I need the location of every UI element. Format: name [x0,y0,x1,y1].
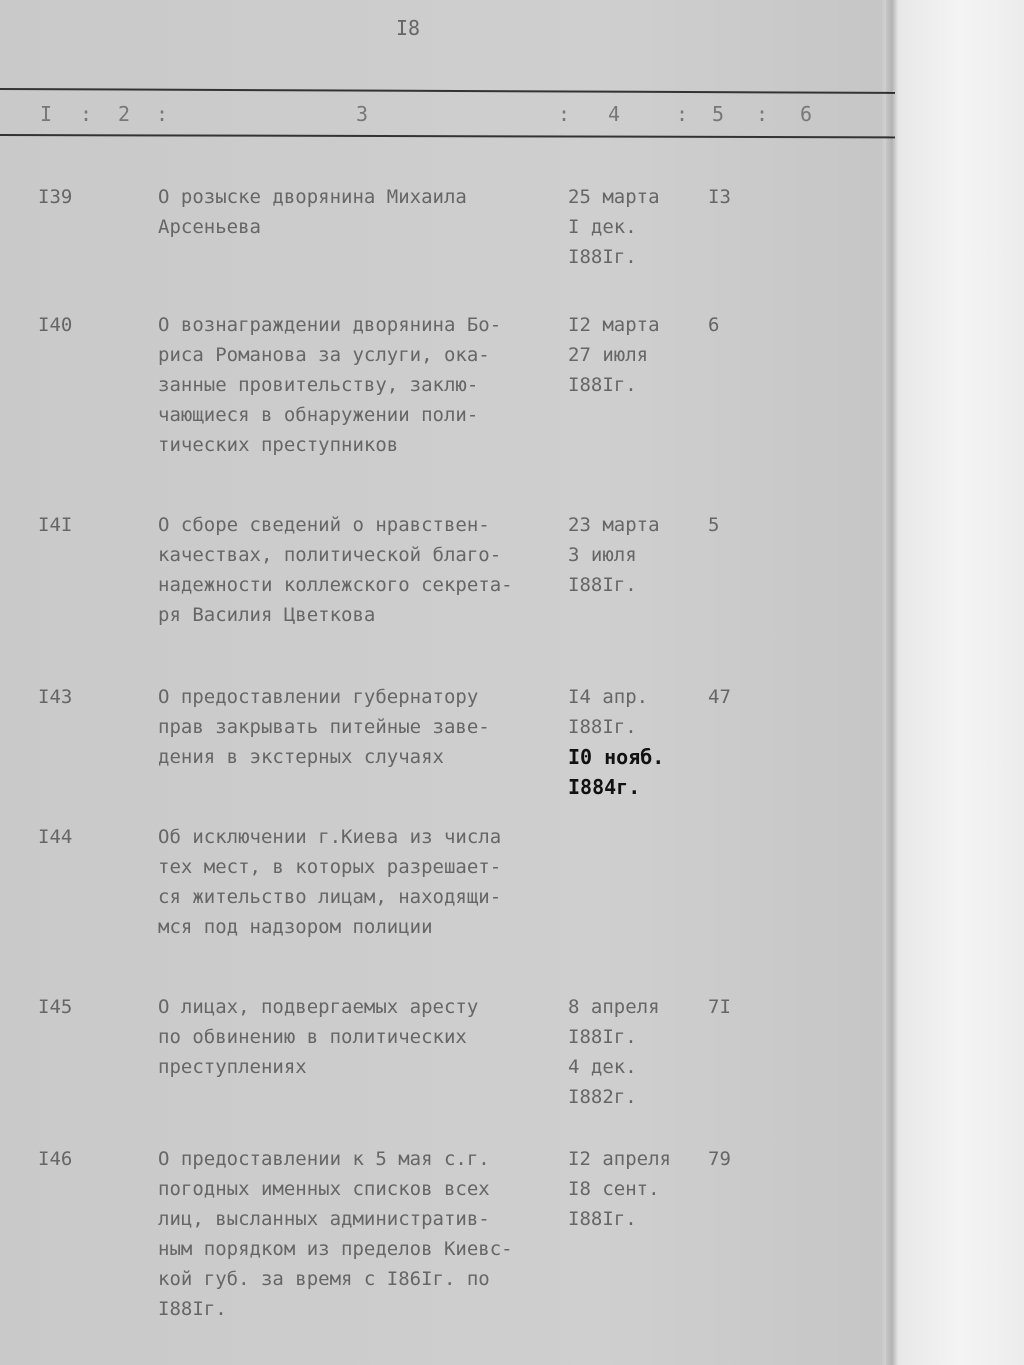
case-date-line: I88Iг. [568,1208,637,1230]
table-top-rule [0,88,895,94]
case-title-line: чающиеся в обнаружении поли- [158,404,479,426]
case-title-line: Об исключении г.Киева из числа [158,826,502,848]
case-title [158,510,558,630]
page-number: I8 [396,16,421,40]
case-title-line: О сборе сведений о нравствен- [158,514,490,536]
case-date-line: 27 июля [568,344,649,366]
case-title-line: ря Василия Цветкова [158,604,376,626]
case-number: I43 [38,686,73,708]
case-title-line: ным порядком из пределов Киевс- [158,1238,513,1260]
case-title [158,992,558,1082]
case-dates [568,310,708,400]
case-date-line: I2 марта [568,314,660,336]
case-title [158,182,558,242]
case-date-line: 3 июля [568,544,637,566]
case-title [158,310,558,460]
case-number: I44 [38,826,73,848]
case-date-line: I88Iг. [568,716,637,738]
case-number: I4I [38,514,73,536]
case-date-line: I88Iг. [568,374,637,396]
case-dates [568,682,708,802]
column-separator: : [80,102,93,126]
case-date-line: 25 марта [568,186,660,208]
case-title-line: лиц, высланных административ- [158,1208,490,1230]
case-dates [568,182,708,272]
case-title [158,1144,558,1324]
case-title-line: мся под надзором полиции [158,916,433,938]
case-title-line: прав закрывать питейные заве- [158,716,490,738]
case-title-line: дения в экстерных случаях [158,746,444,768]
case-date-line-emphasized: I0 нояб. [568,745,665,769]
case-date-line: I88Iг. [568,1026,637,1048]
case-title [158,682,558,772]
case-title-line: Арсеньева [158,216,261,238]
sheet-count: 6 [708,314,720,336]
case-number: I39 [38,186,73,208]
column-separator: : [156,102,169,126]
sheet-count: 7I [708,996,731,1018]
case-dates [568,1144,708,1234]
case-date-line: I88Iг. [568,246,637,268]
case-number: I46 [38,1148,73,1170]
case-title-line: занные провительству, заклю- [158,374,479,396]
sheet-count: 5 [708,514,720,536]
case-date-line: I2 апреля [568,1148,671,1170]
column-header-4: 4 [608,102,621,126]
case-title-line: риса Романова за услуги, ока- [158,344,490,366]
column-header-row [0,102,900,132]
column-header-6: 6 [800,102,813,126]
sheet-count: 47 [708,686,731,708]
case-title-line: кой губ. за время с I86Iг. по [158,1268,490,1290]
case-dates [568,510,708,600]
column-separator: : [756,102,769,126]
case-date-line: I4 апр. [568,686,649,708]
case-date-line: I8 сент. [568,1178,660,1200]
case-title-line: погодных именных списков всех [158,1178,490,1200]
table-header-rule [0,134,895,138]
case-number: I40 [38,314,73,336]
case-title-line: О вознаграждении дворянина Бо- [158,314,502,336]
case-date-line-emphasized: I884г. [568,775,641,799]
sheet-count: I3 [708,186,731,208]
column-header-5: 5 [712,102,725,126]
case-date-line: 23 марта [568,514,660,536]
case-date-line: 4 дек. [568,1056,637,1078]
case-title-line: по обвинению в политических [158,1026,467,1048]
page-edge-shadow [886,0,898,1365]
case-title-line: О розыске дворянина Михаила [158,186,467,208]
case-date-line: I дек. [568,216,637,238]
case-title-line: надежности коллежского секрета- [158,574,513,596]
column-header-2: 2 [118,102,131,126]
case-title-line: ся жительство лицам, находящи- [158,886,502,908]
case-title-line: тех мест, в которых разрешает- [158,856,502,878]
case-title-line: I88Iг. [158,1298,227,1320]
column-separator: : [558,102,571,126]
column-header-3: 3 [356,102,369,126]
case-title [158,822,558,942]
case-date-line: 8 апреля [568,996,660,1018]
case-date-line: I882г. [568,1086,637,1108]
case-title-line: преступлениях [158,1056,307,1078]
column-separator: : [676,102,689,126]
case-title-line: тических преступников [158,434,399,456]
case-number: I45 [38,996,73,1018]
case-date-line: I88Iг. [568,574,637,596]
column-header-1: I [40,102,53,126]
case-title-line: О предоставлении к 5 мая с.г. [158,1148,490,1170]
case-title-line: качествах, политической благо- [158,544,502,566]
case-title-line: О лицах, подвергаемых аресту [158,996,479,1018]
case-dates [568,992,708,1112]
case-title-line: О предоставлении губернатору [158,686,479,708]
sheet-count: 79 [708,1148,731,1170]
